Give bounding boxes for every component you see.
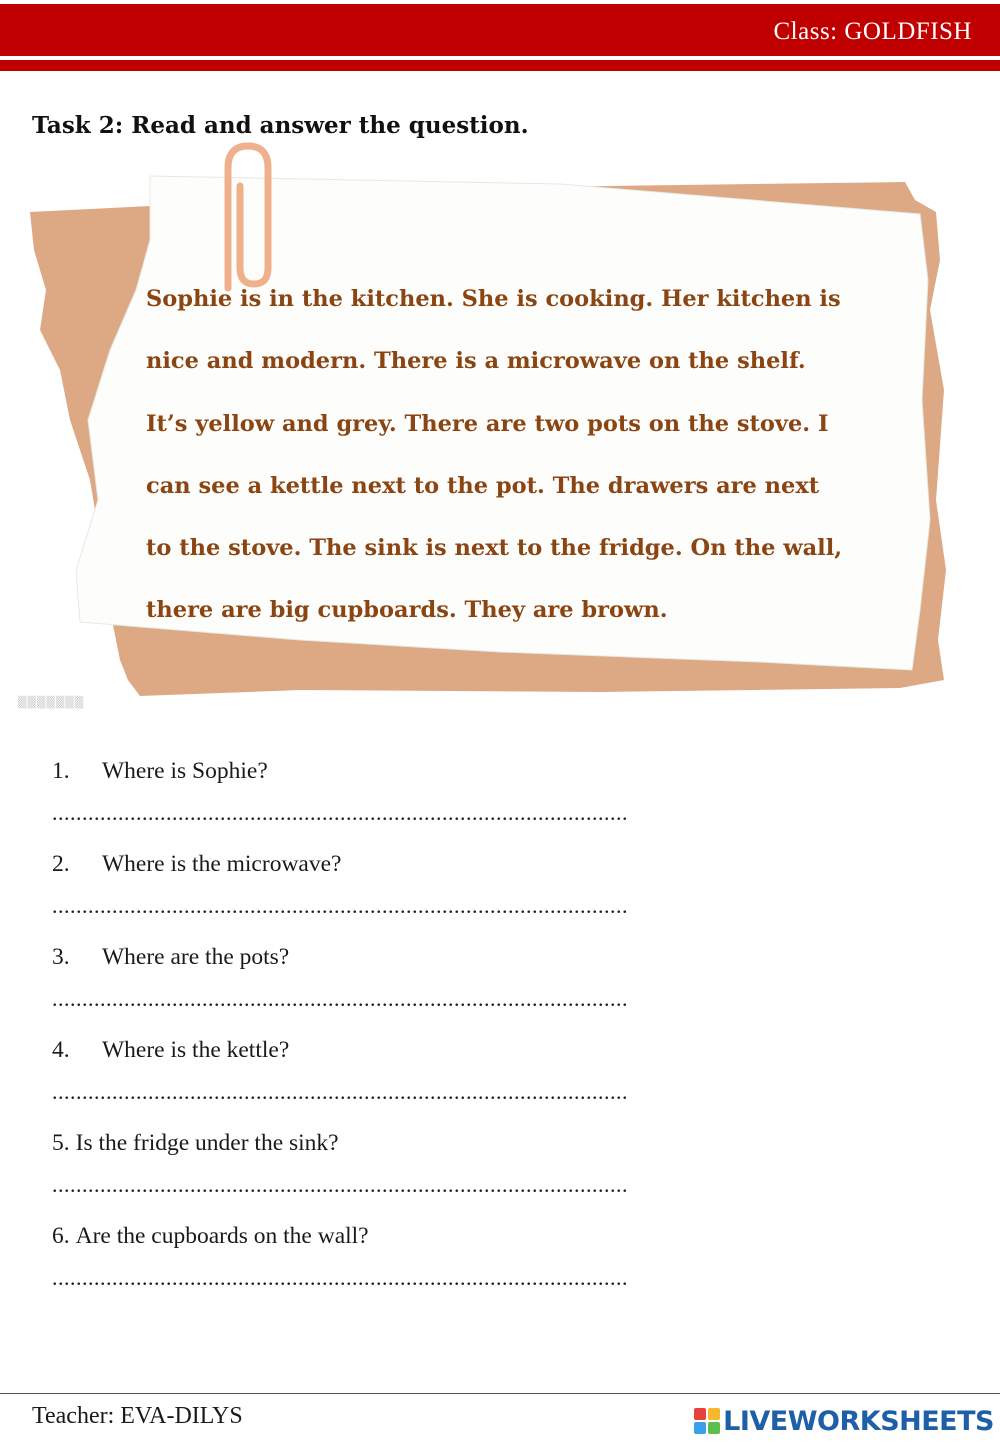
question-number: 6. [52, 1223, 70, 1249]
answer-line[interactable]: ................................................................................................ [52, 1265, 628, 1290]
answer-line[interactable]: ................................................................................................ [52, 800, 628, 825]
question-text [52, 1223, 369, 1250]
question-number: 2. [52, 851, 70, 877]
question-item [52, 845, 772, 938]
answer-line[interactable]: ................................................................................................ [52, 893, 628, 918]
reading-line: nice and modern. There is a microwave on the shelf. [146, 348, 806, 375]
reading-line: Sophie is in the kitchen. She is cooking. Her kitchen is [146, 286, 841, 312]
footer-rule [0, 1393, 1000, 1394]
question-text [52, 758, 268, 785]
question-text [52, 1037, 289, 1064]
question-label: Where is Sophie? [102, 758, 268, 784]
question-number: 5. [52, 1130, 70, 1156]
question-text [52, 944, 289, 971]
question-label: Are the cupboards on the wall? [75, 1223, 369, 1249]
question-label: Where is the kettle? [102, 1037, 290, 1063]
watermark: ▒▒▒▒▒▒▒ [18, 696, 85, 709]
question-item [52, 1217, 772, 1310]
reading-line: to the stove. The sink is next to the fridge. On the wall, [146, 535, 843, 562]
teacher-label: Teacher: EVA-DILYS [32, 1403, 243, 1429]
liveworksheets-icon [694, 1408, 720, 1434]
question-number: 4. [52, 1037, 70, 1063]
liveworksheets-brand: LIVEWORKSHEETS [723, 1405, 994, 1437]
reading-line: It’s yellow and grey. There are two pots on the stove. I [146, 410, 829, 437]
question-item [52, 1124, 772, 1217]
question-label: Where are the pots? [102, 944, 290, 970]
question-number: 1. [52, 758, 70, 784]
question-label: Where is the microwave? [102, 851, 342, 877]
question-item [52, 1031, 772, 1124]
answer-line[interactable]: ................................................................................................ [52, 1079, 628, 1104]
reading-passage [146, 268, 916, 642]
question-text [52, 1130, 339, 1157]
question-item [52, 938, 772, 1031]
question-number: 3. [52, 944, 70, 970]
task-title: Task 2: Read and answer the question. [32, 112, 529, 139]
question-label: Is the fridge under the sink? [75, 1130, 339, 1156]
question-text [52, 851, 341, 878]
answer-line[interactable]: ................................................................................................ [52, 986, 628, 1011]
header-rule [0, 60, 1000, 71]
class-label: Class: GOLDFISH [773, 18, 972, 45]
reading-card [0, 140, 1000, 720]
answer-line[interactable]: ................................................................................................ [52, 1172, 628, 1197]
question-item [52, 752, 772, 845]
reading-line: there are big cupboards. They are brown. [146, 597, 668, 624]
liveworksheets-logo[interactable] [694, 1404, 994, 1438]
question-list [52, 752, 772, 1310]
reading-line: can see a kettle next to the pot. The drawers are next [146, 472, 820, 499]
